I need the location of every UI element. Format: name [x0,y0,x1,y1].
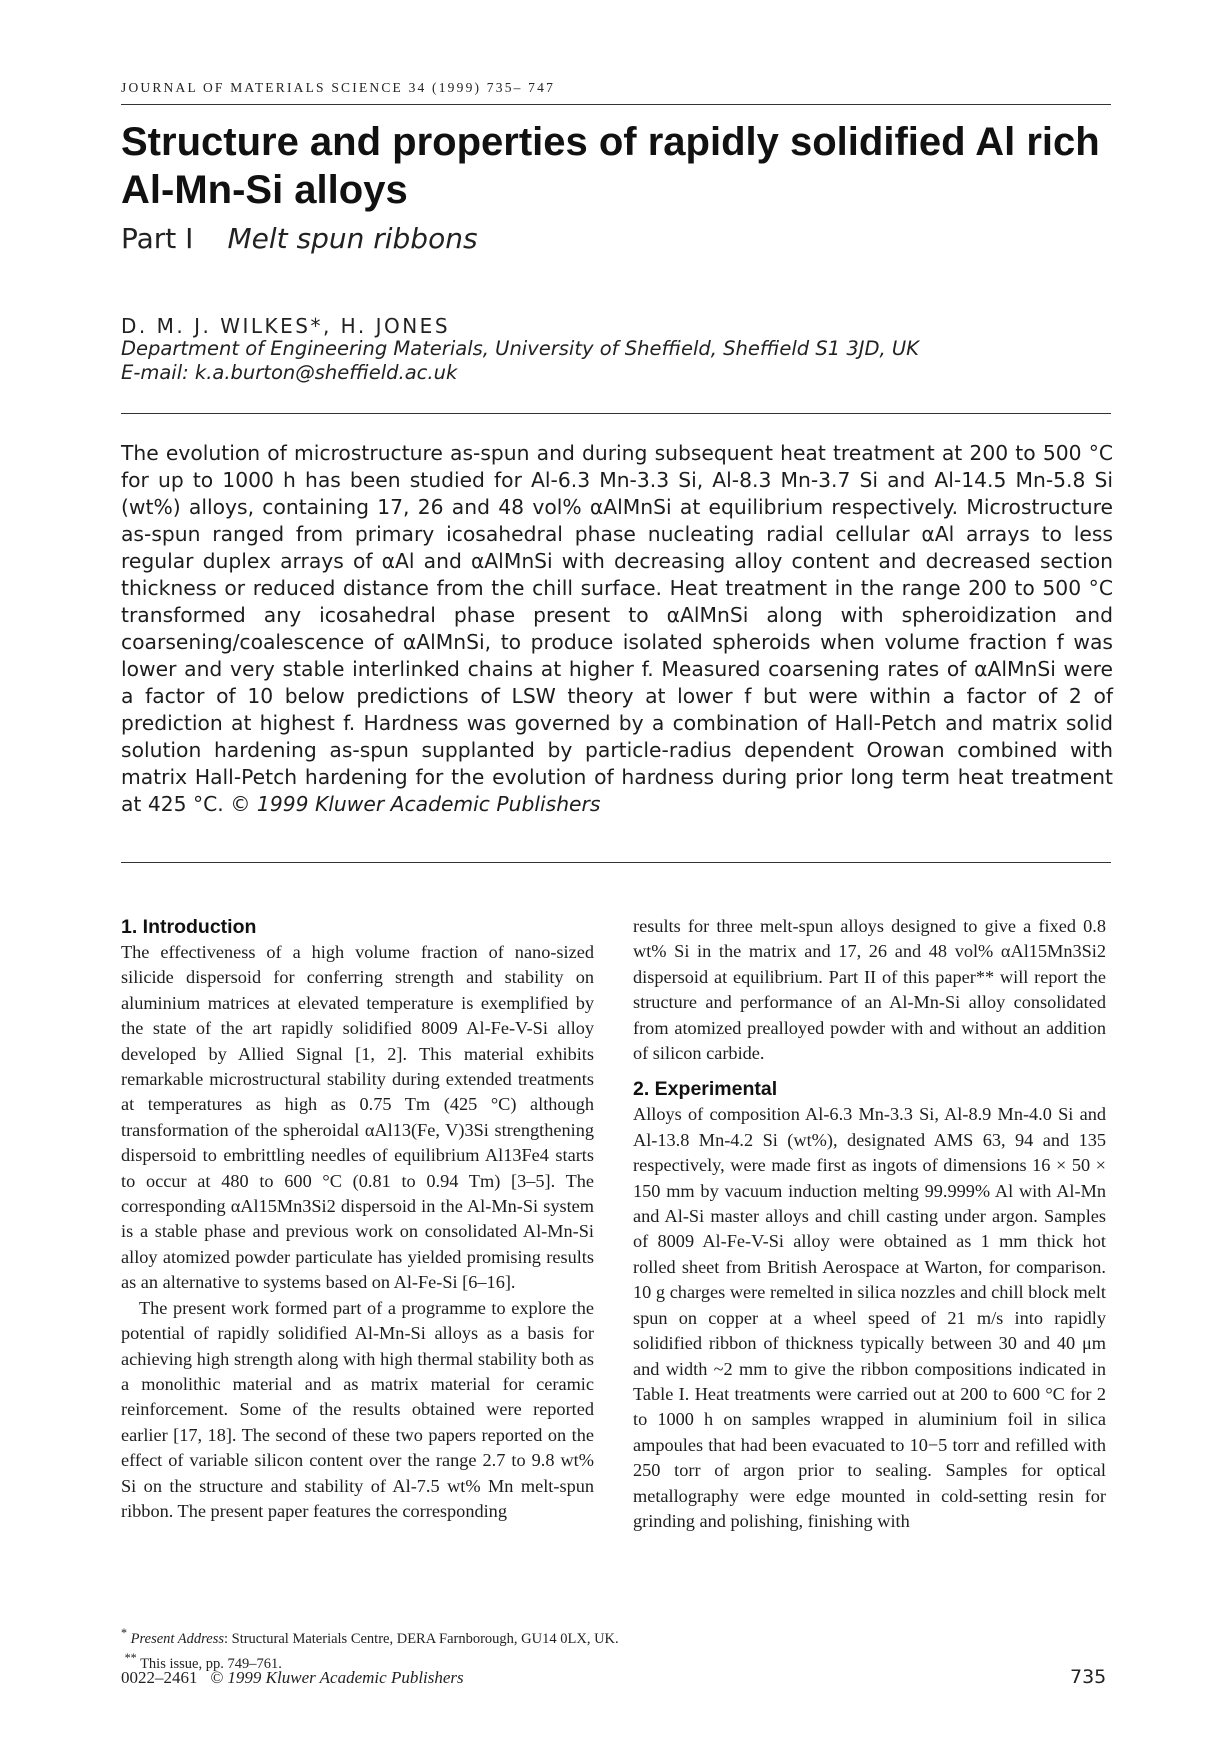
footnote-1: * Present Address: Structural Materials Centre, DERA Farnborough, GU14 0LX, UK. [121,1626,619,1647]
right-column [633,914,1106,1534]
affiliation-block [121,337,1121,385]
footnote-1-text: : Structural Materials Centre, DERA Farnborough, GU14 0LX, UK. [223,1630,619,1647]
experimental-paragraph-1: Alloys of composition Al-6.3 Mn-3.3 Si, Al-8.9 Mn-4.0 Si and Al-13.8 Mn-4.2 Si (wt%), designated AMS 63, 94 and 135 respectively, were made first as ingots of dimensions 16 × 50 × 150 mm by vacuum induction melting 99.999% Al with Al-Mn and Al-Si master alloys and chill casting under argon. Samples of 8009 Al-Fe-V-Si alloy were obtained as 1 mm thick hot rolled sheet from British Aerospace at Warton, for comparison. 10 g charges were remelted in silica nozzles and chill block melt spun on copper at a wheel speed of 21 m/s into rapidly solidified ribbon of thickness typically between 30 and 40 μm and width ~2 mm to give the ribbon compositions indicated in Table I. Heat treatments were carried out at 200 to 600 °C for 2 to 1000 h on samples wrapped in aluminium foil in silica ampoules that had been evacuated to 10−5 torr and refilled with 250 torr of argon prior to sealing. Samples for optical metallography were edge mounted in cold-setting resin for grinding and polishing, finishing with [633,1104,1106,1531]
footer-publisher: © 1999 Kluwer Academic Publishers [210,1668,464,1687]
abstract-text: The evolution of microstructure as-spun and during subsequent heat treatment at 200 to 500 °C for up to 1000 h has been studied for Al-6.3 Mn-3.3 Si, Al-8.3 Mn-3.7 Si and Al-14.5 Mn-5.8 Si (wt%) alloys, containing 17, 26 and 48 vol% αAlMnSi at equilibrium respectively. Microstructure as-spun ranged from primary icosahedral phase nucleating radial cellular αAl arrays to less regular duplex arrays of αAl and αAlMnSi with decreasing alloy content and decreased section thickness or reduced distance from the chill surface. Heat treatment in the range 200 to 500 °C transformed any icosahedral phase present to αAlMnSi along with spheroidization and coarsening/coalescence of αAlMnSi, to produce isolated spheroids when volume fraction f was lower and very stable interlinked chains at higher f. Measured coarsening rates of αAlMnSi were a factor of 10 below predictions of LSW theory at lower f but were within a factor of 2 of prediction at highest f. Hardness was governed by a combination of Hall-Petch and matrix solid solution hardening as-spun supplanted by particle-radius dependent Orowan combined with matrix Hall-Petch hardening for the evolution of hardness during prior long term heat treatment at 425 °C. [121,441,1113,816]
intro-paragraph-2: The present work formed part of a programme to explore the potential of rapidly solidified Al-Mn-Si alloys as a basis for achieving high strength along with high thermal stability both as a monolithic material and as matrix material for ceramic reinforcement. Some of the results obtained were reported earlier [17, 18]. The second of these two papers reported on the effect of variable silicon content over the range 2.7 to 9.8 wt% Si on the structure and stability of Al-7.5 wt% Mn melt-spun ribbon. The present paper features the corresponding [121,1297,594,1521]
article-subtitle [121,222,478,255]
intro-paragraph-3: results for three melt-spun alloys designed to give a fixed 0.8 wt% Si in the matrix and 17, 26 and 48 vol% αAl15Mn3Si2 dispersoid at equilibrium. Part II of this paper** will report the structure and performance of an Al-Mn-Si alloy consolidated from atomized prealloyed powder with and without an addition of silicon carbide. [633,916,1106,1064]
footnotes [121,1624,619,1674]
abstract-copyright: © 1999 Kluwer Academic Publishers [230,792,601,816]
left-column [121,914,594,1524]
section-heading-introduction: 1. Introduction [121,916,257,938]
article-title: Structure and properties of rapidly solidified Al rich Al-Mn-Si alloys [121,120,1100,212]
footnote-1-label: Present Address [130,1630,224,1647]
affiliation: Department of Engineering Materials, University of Sheffield, Sheffield S1 3JD, UK [121,337,919,360]
footer-left [121,1668,464,1688]
email: E-mail: k.a.burton@sheffield.ac.uk [121,361,458,384]
abstract-top-rule [121,413,1111,414]
abstract-bottom-rule [121,862,1111,863]
section-heading-experimental: 2. Experimental [633,1078,778,1101]
author-list: D. M. J. WILKES*, H. JONES [121,314,451,338]
footnote-2: ** This issue, pp. 749–761. [124,1650,282,1672]
subtitle-text: Melt spun ribbons [227,222,478,255]
running-head: JOURNAL OF MATERIALS SCIENCE 34 (1999) 735– 747 [121,80,556,95]
footnote-2-text: This issue, pp. 749–761. [140,1655,282,1672]
intro-paragraph-1: The effectiveness of a high volume fraction of nano-sized silicide dispersoid for conferring strength and stability on aluminium matrices at elevated temperature is exemplified by the state of the art rapidly solidified 8009 Al-Fe-V-Si alloy developed by Allied Signal [1, 2]. This material exhibits remarkable microstructural stability during extended treatments at temperatures as high as 0.75 Tm (425 °C) although transformation of the spheroidal αAl13(Fe, V)3Si strengthening dispersoid to embrittling needles of equilibrium Al13Fe4 starts to occur at 480 to 600 °C (0.81 to 0.94 Tm) [3–5]. The corresponding αAl15Mn3Si2 dispersoid in the Al-Mn-Si system is a stable phase and previous work on consolidated Al-Mn-Si alloy atomized powder particulate has yielded promising results as an alternative to systems based on Al-Fe-Si [6–16]. [121,942,594,1293]
header-rule [121,104,1111,105]
page-number: 735 [1070,1666,1107,1688]
part-label: Part I [121,222,194,255]
abstract [121,440,1113,818]
issn: 0022–2461 [121,1668,198,1687]
